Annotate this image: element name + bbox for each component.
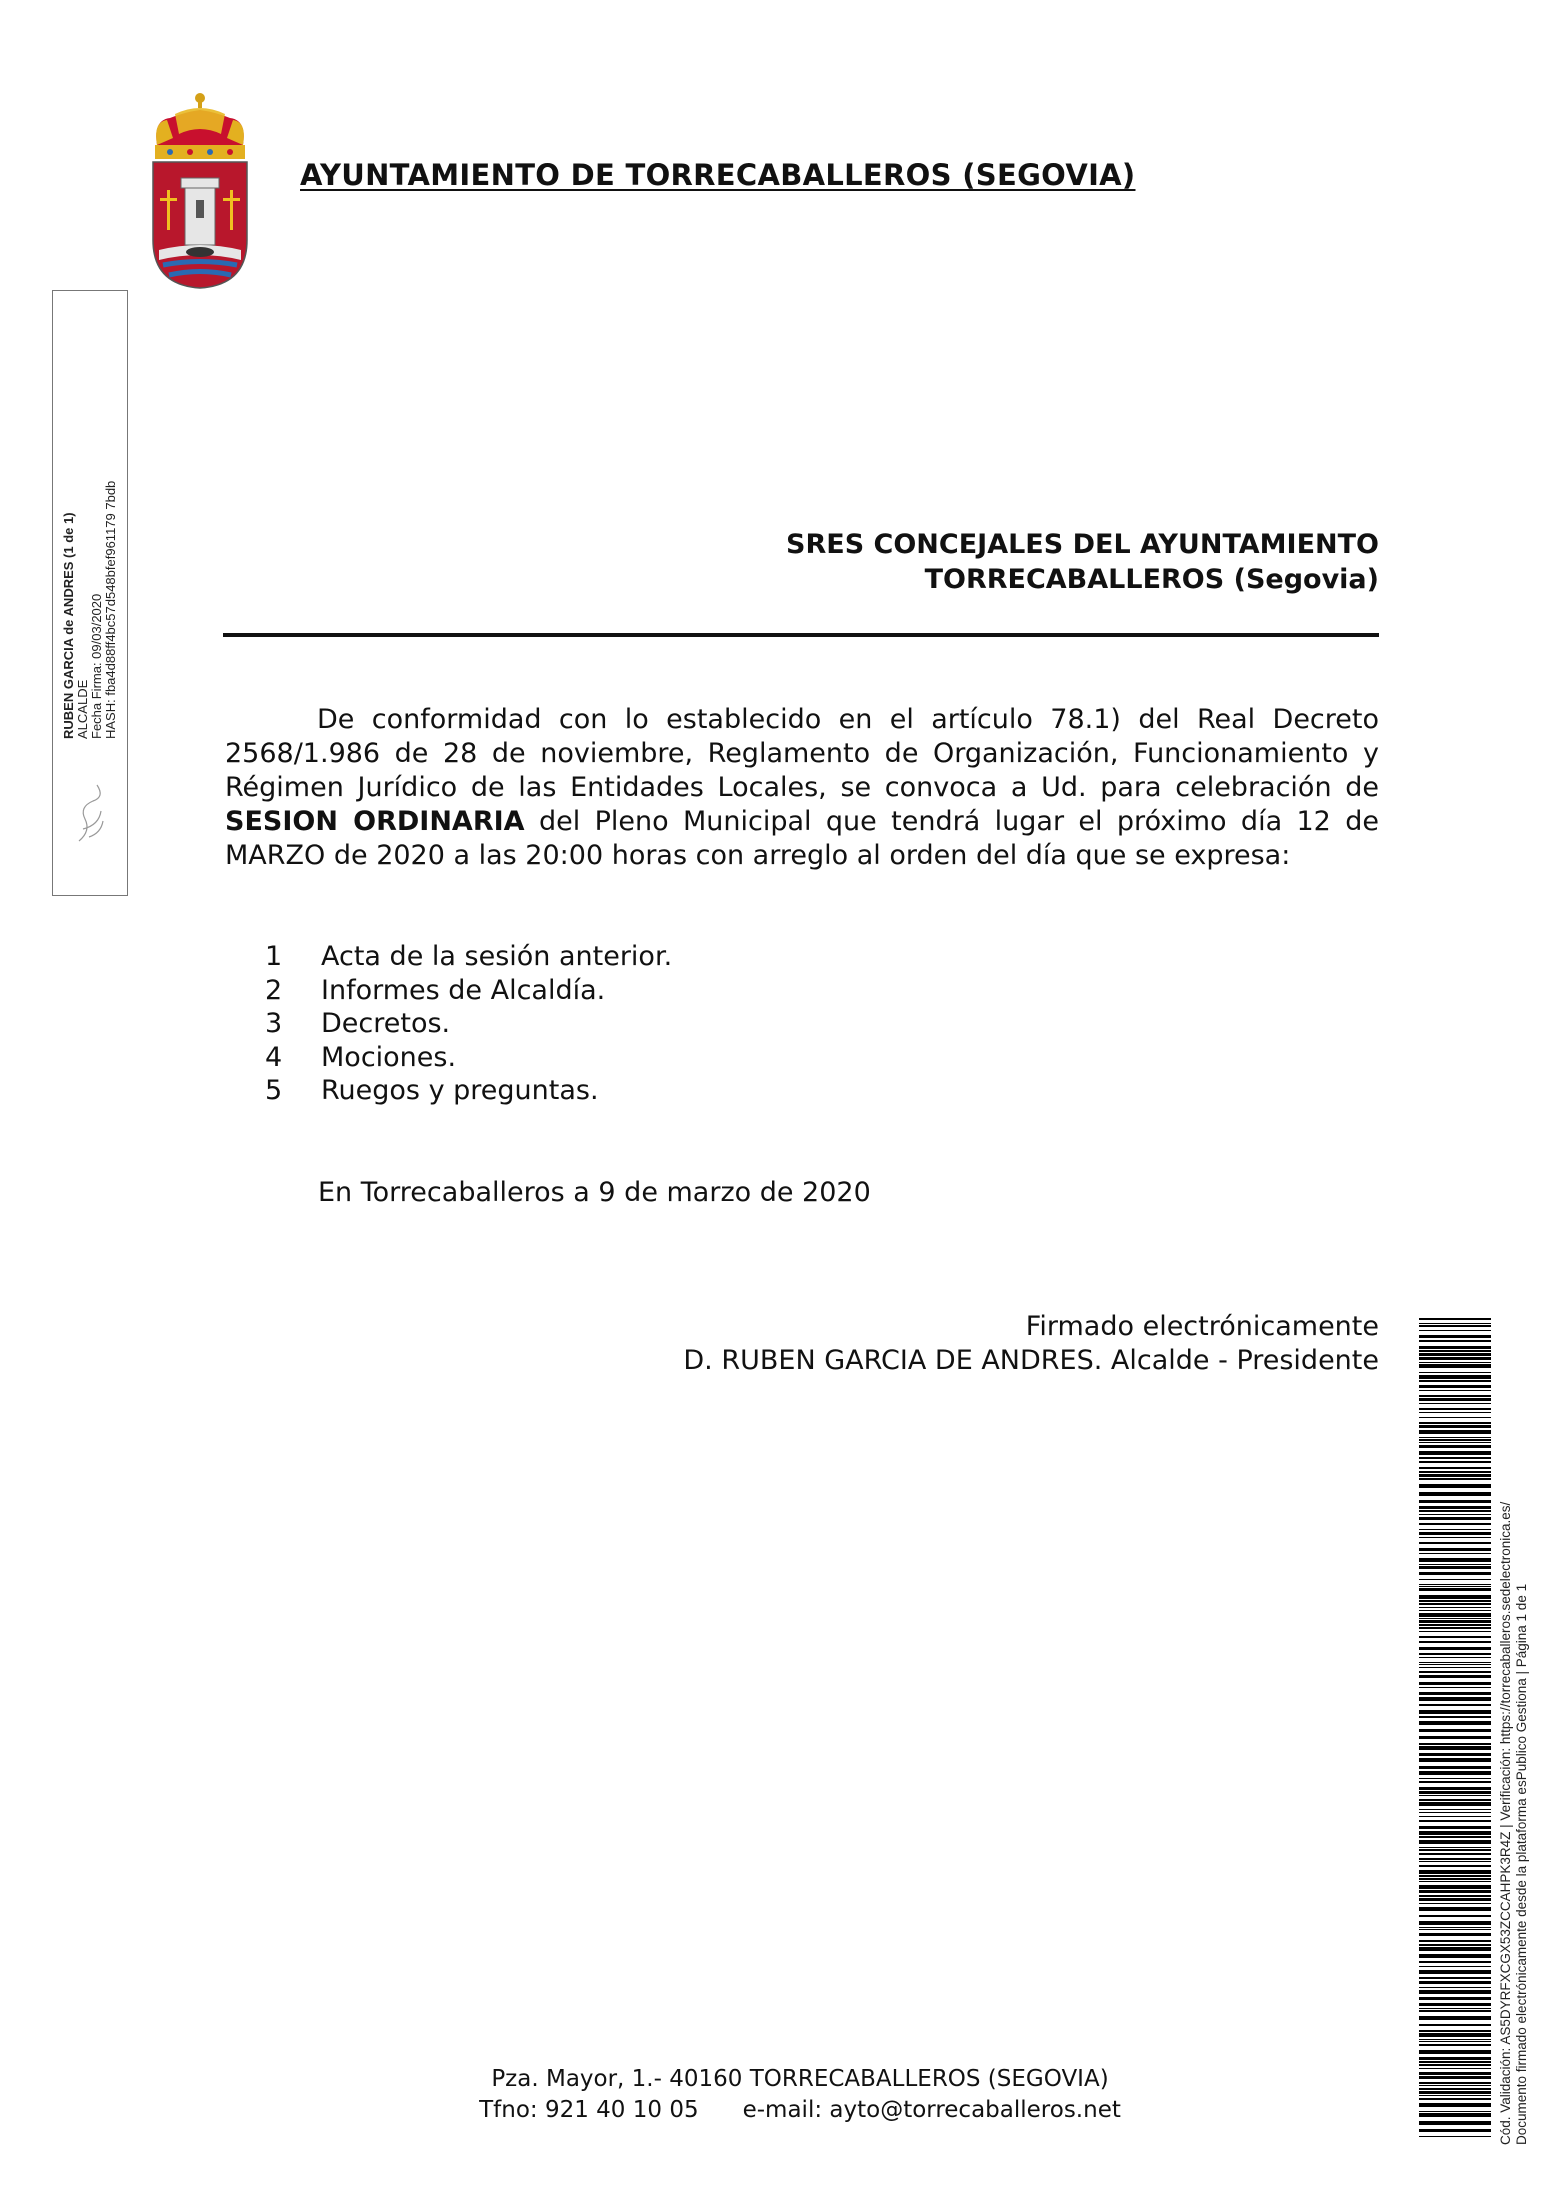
- signature-date: Fecha Firma: 09/03/2020: [89, 593, 104, 739]
- organization-title: AYUNTAMIENTO DE TORRECABALLEROS (SEGOVIA): [300, 158, 1136, 192]
- recipient-line-1: SRES CONCEJALES DEL AYUNTAMIENTO: [786, 529, 1379, 560]
- agenda-number: 4: [265, 1041, 283, 1073]
- signature-stamp-box: [52, 290, 128, 896]
- agenda-text: Decretos.: [321, 1008, 451, 1039]
- agenda-text: Acta de la sesión anterior.: [321, 941, 673, 972]
- convocation-paragraph: [225, 703, 1379, 873]
- signature-block: [683, 1310, 1379, 1378]
- agenda-item: [265, 1041, 672, 1075]
- recipient-line-2: TORRECABALLEROS (Segovia): [924, 564, 1379, 595]
- footer-phone: Tfno: 921 40 10 05: [479, 2097, 699, 2123]
- coat-of-arms-icon: [145, 90, 255, 290]
- agenda-text: Informes de Alcaldía.: [321, 974, 606, 1006]
- signature-hash: HASH: fba4d88ff4bc57d548bfef961179 7bdb: [103, 480, 118, 739]
- recipient-block: [786, 527, 1379, 597]
- footer-email: e-mail: ayto@torrecaballeros.net: [742, 2097, 1121, 2123]
- place-and-date: En Torrecaballeros a 9 de marzo de 2020: [318, 1177, 871, 1208]
- agenda-item: [265, 1007, 672, 1041]
- session-type: SESION ORDINARIA: [225, 806, 525, 837]
- agenda-number: 3: [265, 1008, 283, 1039]
- signer-name: RUBEN GARCIA de ANDRES (1 de 1): [61, 512, 76, 739]
- agenda-text: Mociones.: [321, 1041, 457, 1073]
- horizontal-rule: [223, 633, 1379, 637]
- paragraph-text-1: De conformidad con lo establecido en el artículo 78.1) del Real Decreto 2568/1.986 de 28 de noviembre, Reglamento de Organización, Funcionamiento y Régimen Jurídico de las Entidades Locales, se convoca a Ud. para celebración de: [225, 704, 1379, 803]
- agenda-item: [265, 940, 672, 974]
- signature-line-1: Firmado electrónicamente: [1025, 1311, 1379, 1342]
- signer-role: ALCALDE: [75, 679, 90, 739]
- agenda-item: [265, 1074, 672, 1108]
- agenda-list: [265, 940, 672, 1108]
- agenda-number: 1: [265, 941, 283, 972]
- signature-line-2: D. RUBEN GARCIA DE ANDRES. Alcalde - Presidente: [683, 1345, 1379, 1376]
- verification-line-2: Documento firmado electrónicamente desde la plataforma esPublico Gestiona | Página 1 de 1: [1514, 1583, 1529, 2145]
- handwritten-signature-icon: [71, 771, 111, 851]
- barcode-icon: [1419, 1318, 1491, 2140]
- agenda-text: Ruegos y preguntas.: [321, 1075, 599, 1106]
- agenda-number: 5: [265, 1075, 283, 1106]
- agenda-item: [265, 974, 672, 1008]
- agenda-number: 2: [265, 974, 283, 1006]
- footer-address: Pza. Mayor, 1.- 40160 TORRECABALLEROS (SEGOVIA): [491, 2066, 1109, 2092]
- paragraph-text-2: del Pleno Municipal que tendrá lugar el próximo día 12 de MARZO de 2020 a las 20:00 horas con arreglo al orden del día que se expresa:: [225, 806, 1379, 871]
- verification-line-1: Cód. Validación: AS5DYRFXCGX53ZCCAHPK3R4Z | Verificación: https://torrecaballeros.sedelectronica.es/: [1498, 1501, 1513, 2145]
- footer: [0, 2064, 1554, 2126]
